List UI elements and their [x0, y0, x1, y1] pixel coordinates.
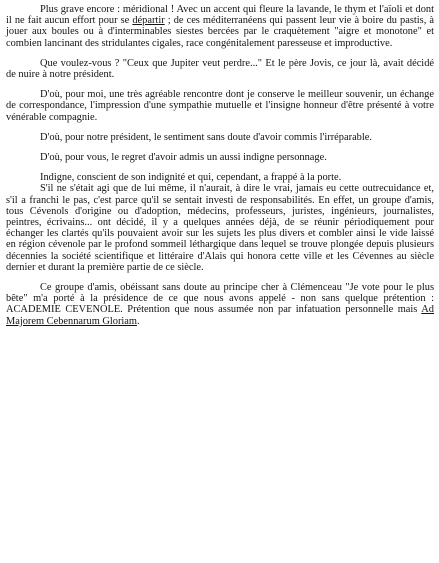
underlined-latin-motto: Ad Majorem Cebennarum Gloriam	[6, 304, 434, 327]
paragraph-groupe-amis: S'il ne s'était agi que de lui même, il n'aurait, à dire le vrai, jamais eu cette outrecuidance et, s'il a franchi le pas, c'est parce qu'il se sentait investi de responsabilités. En effet, un groupe d'amis, tous Cévenols d'origine ou d'adoption, médecins, professeurs, juristes, ingénieurs, journalistes, peintres, écrivains... ont décidé, il y a quelques années déjà, de se réunir périodiquement pour échanger les clartés qu'ils pouvaient avoir sur les sujets les plus divers et combler ainsi le vide laissé en région cévenole par le profond sommeil léthargique dans lequel se trouve plongée depuis plusieurs décennies la société scientifique et littéraire d'Alais qui honora cette ville et les Cévennes au siècle dernier et durant la première partie de ce siècle.	[6, 183, 434, 273]
paragraph-rencontre: D'où, pour moi, une très agréable rencontre dont je conserve le meilleur souvenir, un échange de correspondance, l'impression d'une sympathie mutuelle et l'insigne honneur d'être présenté à votre vénérable compagnie.	[6, 89, 434, 123]
paragraph-regret: D'où, pour vous, le regret d'avoir admis un aussi indigne personnage.	[40, 152, 327, 164]
paragraph-indigne: Indigne, conscient de son indignité et qui, cependant, a frappé à la porte.	[40, 172, 342, 184]
document-page	[6, 4, 434, 336]
paragraph-meridional: Plus grave encore : méridional ! Avec un accent qui fleure la lavande, le thym et l'aïoli et dont il ne fait aucun effort pour se départir ; de ces méditerranéens qui passent leur vie à boire du pastis, à jouer aux boules ou à d'interminables siestes bercées par le craquètement "aigre et monotone" et combien lancinant des stridulantes cigales, race congénitalement paresseuse et improductive.	[6, 4, 435, 49]
underlined-departir: départir	[132, 15, 165, 27]
paragraph-president: D'où, pour notre président, le sentiment sans doute d'avoir commis l'irréparable.	[40, 131, 372, 143]
paragraph-academie: Ce groupe d'amis, obéissant sans doute au principe cher à Clémenceau "Je vote pour le plus bête" m'a porté à la présidence de ce que nous avons appelé - non sans quelque prétention : ACADEMIE CEVENOLE. Prétention que nous assumée non par infatuation personnelle mais Ad Majorem Cebennarum Gloriam.	[6, 282, 434, 327]
paragraph-jupiter: Que voulez-vous ? "Ceux que Jupiter veut perdre..." Et le père Jovis, ce jour là, avait décidé de nuire à notre président.	[6, 57, 434, 81]
